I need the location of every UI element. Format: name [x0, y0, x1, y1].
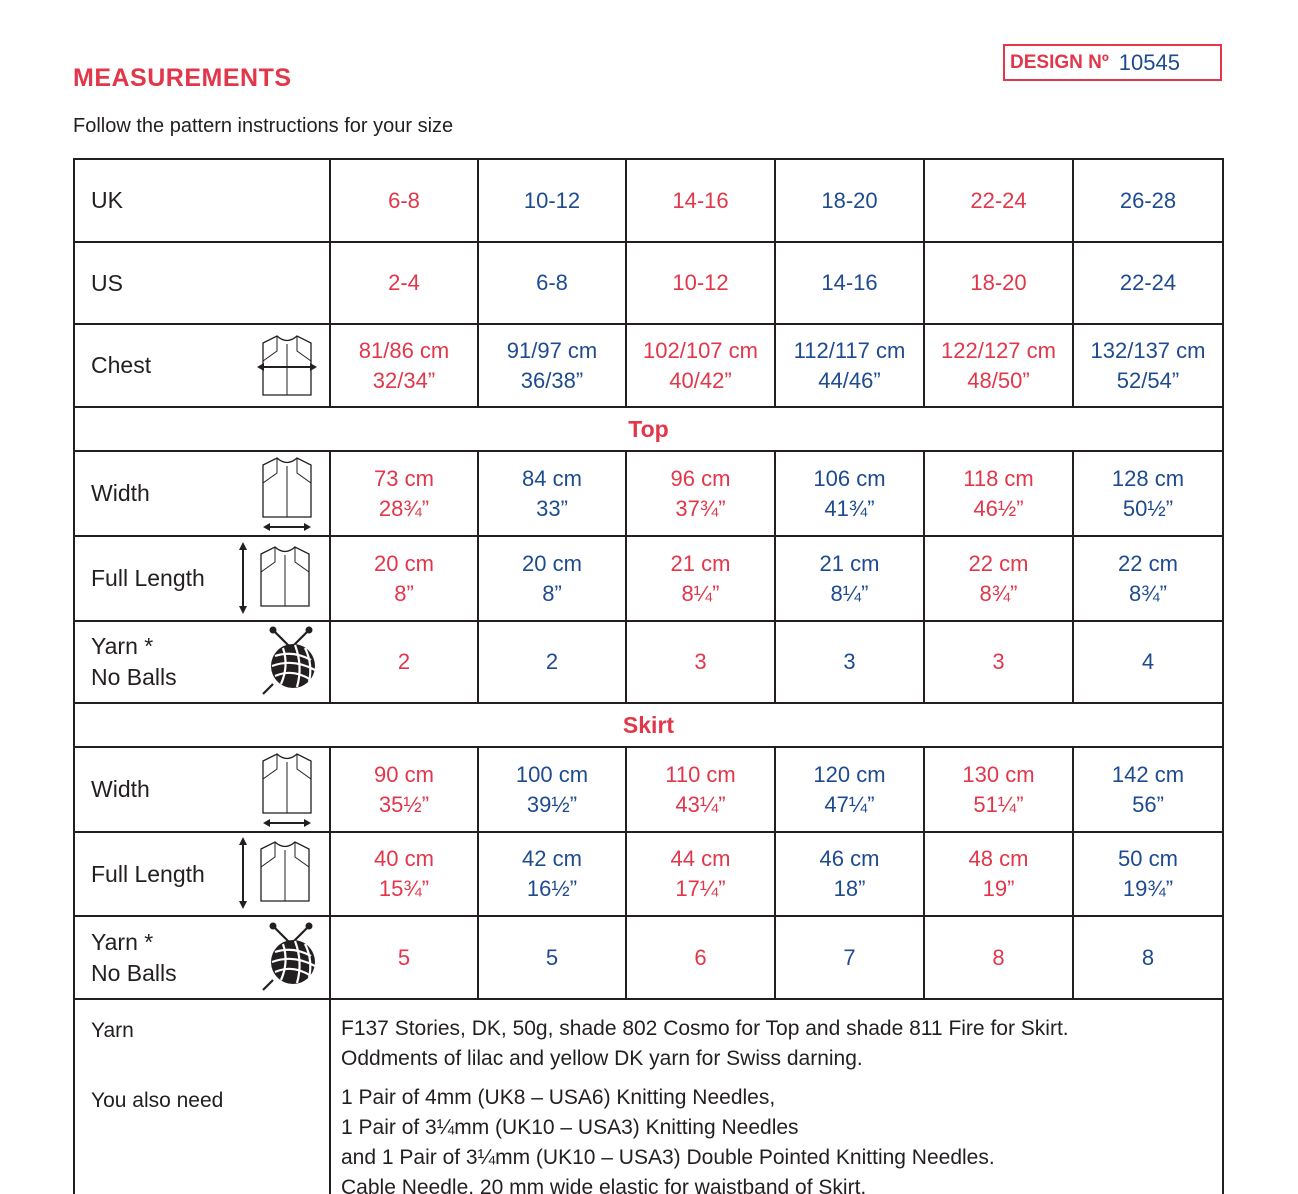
chest-size-6: 132/137 cm 52/54” [1073, 324, 1223, 407]
page-title: MEASUREMENTS [73, 64, 292, 92]
top-yarn-size-2: 2 [478, 621, 626, 703]
materials-details [330, 999, 1223, 1194]
intro-text: Follow the pattern instructions for your size [73, 115, 454, 137]
top-yarn-row [74, 621, 1223, 703]
skirt-length-size-4: 46 cm 18” [775, 832, 924, 916]
skirt-yarn-size-3: 6 [626, 916, 775, 999]
top-section-title: Top [74, 407, 1223, 451]
top-width-size-5: 118 cm 46½” [924, 451, 1073, 536]
skirt-yarn-size-1: 5 [330, 916, 478, 999]
top-yarn-size-6: 4 [1073, 621, 1223, 703]
skirt-length-label: Full Length [91, 860, 205, 887]
garment-length-icon [235, 540, 321, 618]
top-width-size-3: 96 cm 37¾” [626, 451, 775, 536]
skirt-section-header [74, 703, 1223, 747]
skirt-length-row [74, 832, 1223, 916]
garment-length-icon [235, 835, 321, 913]
top-width-size-4: 106 cm 41¾” [775, 451, 924, 536]
chest-size-4: 112/117 cm 44/46” [775, 324, 924, 407]
skirt-width-size-6: 142 cm 56” [1073, 747, 1223, 832]
materials-labels [74, 999, 330, 1194]
top-width-size-6: 128 cm 50½” [1073, 451, 1223, 536]
top-yarn-label: Yarn * [91, 633, 154, 659]
uk-size-row [74, 159, 1223, 242]
need-line-2: 1 Pair of 3¼mm (UK10 – USA3) Knitting Needles [341, 1116, 799, 1139]
top-length-row [74, 536, 1223, 621]
uk-size-5: 22-24 [924, 159, 1073, 242]
skirt-length-size-3: 44 cm 17¼” [626, 832, 775, 916]
top-width-size-1: 73 cm 28¾” [330, 451, 478, 536]
skirt-yarn-label: Yarn * [91, 928, 154, 955]
chest-row [74, 324, 1223, 407]
also-need-label: You also need [91, 1089, 224, 1112]
top-section-header [74, 407, 1223, 451]
skirt-length-size-2: 42 cm 16½” [478, 832, 626, 916]
top-length-label: Full Length [91, 565, 205, 591]
skirt-width-size-4: 120 cm 47¼” [775, 747, 924, 832]
yarn-ball-needles-icon [259, 626, 321, 698]
top-yarn-balls-label: No Balls [91, 664, 177, 690]
us-size-4: 14-16 [775, 242, 924, 324]
skirt-width-row [74, 747, 1223, 832]
yarn-line-1: F137 Stories, DK, 50g, shade 802 Cosmo for Top and shade 811 Fire for Skirt. [341, 1017, 1069, 1040]
top-length-size-1: 20 cm 8” [330, 536, 478, 621]
us-size-3: 10-12 [626, 242, 775, 324]
need-line-3: and 1 Pair of 3¼mm (UK10 – USA3) Double Pointed Knitting Needles. [341, 1146, 995, 1169]
skirt-width-label-cell [74, 747, 330, 832]
skirt-yarn-size-5: 8 [924, 916, 1073, 999]
us-size-2: 6-8 [478, 242, 626, 324]
us-size-5: 18-20 [924, 242, 1073, 324]
uk-size-4: 18-20 [775, 159, 924, 242]
skirt-width-size-3: 110 cm 43¼” [626, 747, 775, 832]
us-size-row [74, 242, 1223, 324]
uk-size-6: 26-28 [1073, 159, 1223, 242]
need-line-1: 1 Pair of 4mm (UK8 – USA6) Knitting Needles, [341, 1086, 776, 1109]
skirt-length-size-1: 40 cm 15¾” [330, 832, 478, 916]
top-width-label-cell [74, 451, 330, 536]
top-yarn-size-1: 2 [330, 621, 478, 703]
chest-size-2: 91/97 cm 36/38” [478, 324, 626, 407]
chest-label-cell [74, 324, 330, 407]
top-width-label: Width [91, 480, 150, 506]
top-width-size-2: 84 cm 33” [478, 451, 626, 536]
design-label: DESIGN Nº [1010, 51, 1109, 73]
top-length-size-3: 21 cm 8¼” [626, 536, 775, 621]
top-yarn-size-3: 3 [626, 621, 775, 703]
yarn-label: Yarn [91, 1019, 134, 1042]
chest-size-1: 81/86 cm 32/34” [330, 324, 478, 407]
skirt-length-size-5: 48 cm 19” [924, 832, 1073, 916]
top-length-size-4: 21 cm 8¼” [775, 536, 924, 621]
skirt-yarn-size-6: 8 [1073, 916, 1223, 999]
top-width-row [74, 451, 1223, 536]
materials-row [74, 999, 1223, 1194]
us-size-6: 22-24 [1073, 242, 1223, 324]
chest-width-garment-icon [255, 333, 321, 399]
skirt-yarn-balls-label: No Balls [91, 959, 177, 986]
top-yarn-size-5: 3 [924, 621, 1073, 703]
yarn-ball-needles-icon [259, 922, 321, 994]
chest-size-3: 102/107 cm 40/42” [626, 324, 775, 407]
skirt-yarn-label-cell [74, 916, 330, 999]
uk-size-1: 6-8 [330, 159, 478, 242]
measurements-table [73, 158, 1224, 1194]
top-length-size-2: 20 cm 8” [478, 536, 626, 621]
garment-width-icon [255, 751, 321, 829]
us-label: US [74, 242, 330, 324]
skirt-length-size-6: 50 cm 19¾” [1073, 832, 1223, 916]
chest-size-5: 122/127 cm 48/50” [924, 324, 1073, 407]
top-yarn-label-cell [74, 621, 330, 703]
us-size-1: 2-4 [330, 242, 478, 324]
skirt-yarn-row [74, 916, 1223, 999]
top-yarn-size-4: 3 [775, 621, 924, 703]
design-number: 10545 [1118, 49, 1180, 75]
chest-label: Chest [91, 352, 152, 378]
skirt-section-title: Skirt [74, 703, 1223, 747]
skirt-width-label: Width [91, 776, 150, 802]
need-line-4: Cable Needle. 20 mm wide elastic for waistband of Skirt. [341, 1176, 867, 1194]
yarn-line-2: Oddments of lilac and yellow DK yarn for Swiss darning. [341, 1047, 863, 1070]
skirt-width-size-5: 130 cm 51¼” [924, 747, 1073, 832]
skirt-yarn-size-4: 7 [775, 916, 924, 999]
top-length-size-5: 22 cm 8¾” [924, 536, 1073, 621]
uk-size-3: 14-16 [626, 159, 775, 242]
top-length-size-6: 22 cm 8¾” [1073, 536, 1223, 621]
uk-label: UK [74, 159, 330, 242]
design-number-box [1003, 44, 1222, 81]
skirt-width-size-1: 90 cm 35½” [330, 747, 478, 832]
skirt-length-label-cell [74, 832, 330, 916]
uk-size-2: 10-12 [478, 159, 626, 242]
garment-width-icon [255, 455, 321, 533]
skirt-width-size-2: 100 cm 39½” [478, 747, 626, 832]
skirt-yarn-size-2: 5 [478, 916, 626, 999]
top-length-label-cell [74, 536, 330, 621]
